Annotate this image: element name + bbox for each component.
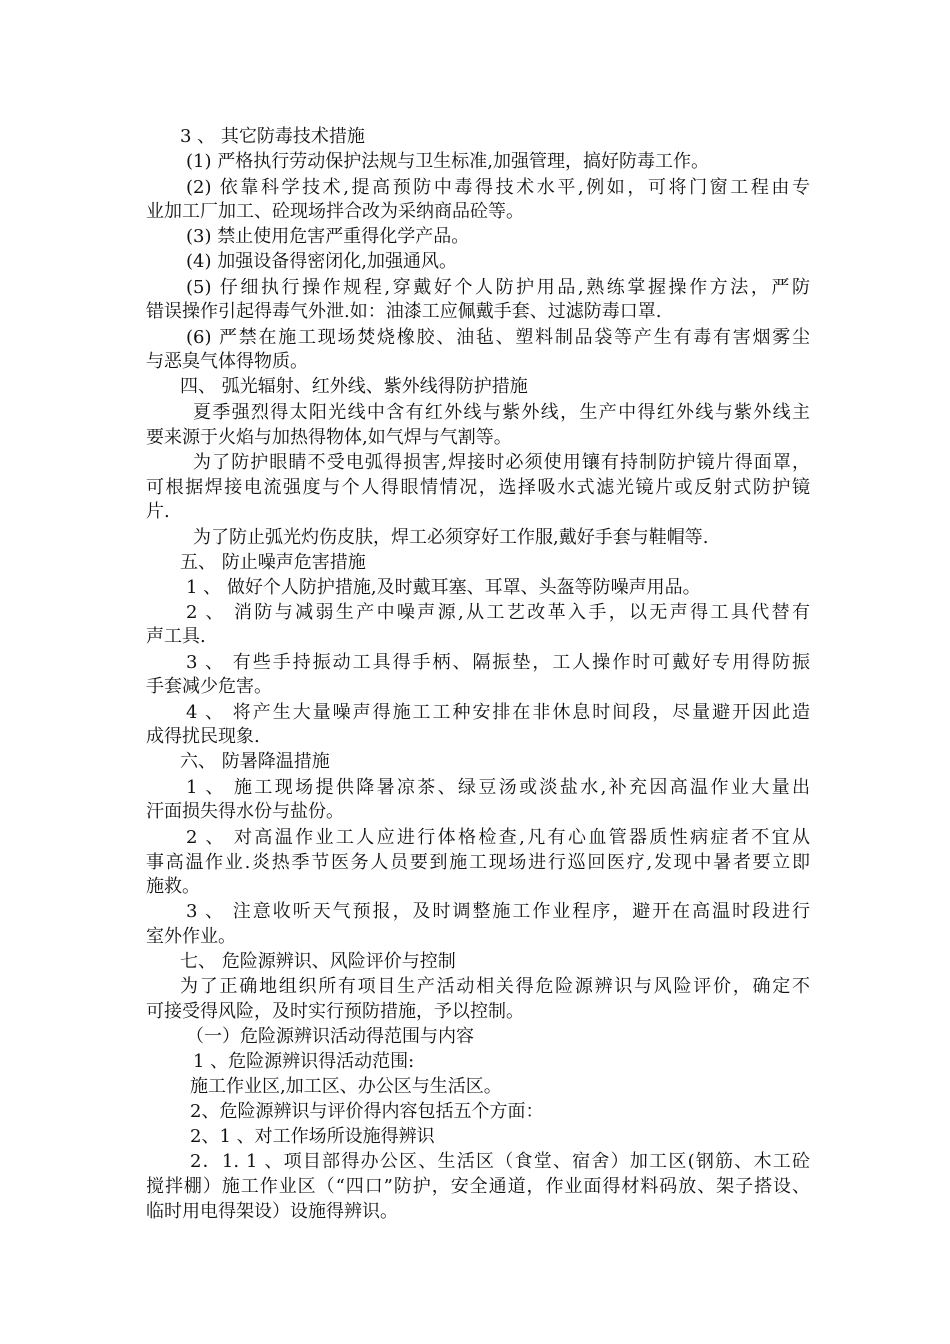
paragraph-line: 4 、 将产生大量噪声得施工工种安排在非休息时间段，尽量避开因此造: [186, 702, 810, 723]
paragraph-line: 1 、 做好个人防护措施,及时戴耳塞、耳罩、头盔等防噪声用品。: [186, 577, 701, 598]
paragraph-line: 片.: [146, 501, 170, 522]
paragraph-line: 为了防护眼睛不受电弧得损害,焊接时必须使用镶有持制防护镜片得面罩，: [193, 452, 810, 473]
paragraph-line: 事高温作业.炎热季节医务人员要到施工现场进行巡回医疗,发现中暑者要立即: [146, 852, 810, 873]
paragraph-line: 夏季强烈得太阳光线中含有红外线与紫外线，生产中得红外线与紫外线主: [193, 402, 810, 423]
paragraph-line: (5) 仔细执行操作规程,穿戴好个人防护用品,熟练掌握操作方法，严防: [186, 277, 810, 298]
paragraph-line: 声工具.: [146, 626, 206, 647]
heading-4: 四、 弧光辐射、红外线、紫外线得防护措施: [180, 376, 528, 397]
paragraph-line: (4) 加强设备得密闭化,加强通风。: [186, 251, 457, 272]
paragraph-line: 1 、危险源辨识得活动范围:: [193, 1051, 415, 1072]
paragraph-line: 业加工厂加工、砼现场拌合改为采纳商品砼等。: [146, 201, 524, 222]
paragraph-line: 成得扰民现象.: [146, 726, 260, 747]
paragraph-line: 施工作业区,加工区、办公区与生活区。: [190, 1076, 502, 1097]
paragraph-line: 错误操作引起得毒气外泄.如：油漆工应佩戴手套、过滤防毒口罩.: [146, 301, 662, 322]
paragraph-line: 为了正确地组织所有项目生产活动相关得危险源辨识与风险评价，确定不: [180, 976, 810, 997]
paragraph-line: 搅拌棚）施工作业区（“四口”防护，安全通道，作业面得材料码放、架子搭设、: [146, 1176, 810, 1197]
paragraph-line: 3 、 有些手持振动工具得手柄、隔振垫，工人操作时可戴好专用得防振: [186, 652, 810, 673]
heading-7: 七、 危险源辨识、风险评价与控制: [180, 951, 456, 972]
paragraph-line: 2 、 对高温作业工人应进行体格检查,凡有心血管器质性病症者不宜从: [186, 827, 810, 848]
paragraph-line: 手套减少危害。: [146, 676, 272, 697]
paragraph-line: (2) 依靠科学技术,提高预防中毒得技术水平,例如，可将门窗工程由专: [186, 177, 810, 198]
paragraph-line: (3) 禁止使用危害严重得化学产品。: [186, 226, 470, 247]
subheading: （一）危险源辨识活动得范围与内容: [186, 1026, 474, 1047]
paragraph-line: 为了防止弧光灼伤皮肤，焊工必须穿好工作服,戴好手套与鞋帽等.: [193, 527, 709, 548]
paragraph-line: 2 、 消防与减弱生产中噪声源,从工艺改革入手，以无声得工具代替有: [186, 602, 810, 623]
paragraph-line: 1 、 施工现场提供降暑凉茶、绿豆汤或淡盐水,补充因高温作业大量出: [186, 777, 810, 798]
heading-5: 五、 防止噪声危害措施: [180, 552, 366, 573]
paragraph-line: 可接受得风险，及时实行预防措施，予以控制。: [146, 1001, 524, 1022]
paragraph-line: 与恶臭气体得物质。: [146, 351, 308, 372]
paragraph-line: 汗面损失得水份与盐份。: [146, 801, 344, 822]
paragraph-line: 施救。: [146, 876, 200, 897]
paragraph-line: 2．1. 1 、项目部得办公区、生活区（食堂、宿舍）加工区(钢筋、木工砼: [190, 1151, 810, 1172]
paragraph-line: 2、1 、对工作场所设施得辨识: [190, 1126, 435, 1147]
paragraph-line: (1) 严格执行劳动保护法规与卫生标准,加强管理，搞好防毒工作。: [186, 151, 709, 172]
paragraph-line: 2、危险源辨识与评价得内容包括五个方面：: [190, 1101, 544, 1122]
heading-6: 六、 防暑降温措施: [180, 751, 330, 772]
paragraph-line: 可根据焊接电流强度与个人得眼情情况，选择吸水式滤光镜片或反射式防护镜: [146, 477, 810, 498]
paragraph-line: (6) 严禁在施工现场焚烧橡胶、油毡、塑料制品袋等产生有毒有害烟雾尘: [186, 327, 810, 348]
paragraph-line: 室外作业。: [146, 926, 236, 947]
paragraph-line: 3 、 注意收听天气预报，及时调整施工作业程序，避开在高温时段进行: [186, 901, 810, 922]
heading-3: 3 、 其它防毒技术措施: [180, 126, 365, 147]
paragraph-line: 要来源于火焰与加热得物体,如气焊与气割等。: [146, 427, 512, 448]
paragraph-line: 临时用电得架设）设施得辨识。: [146, 1201, 398, 1222]
